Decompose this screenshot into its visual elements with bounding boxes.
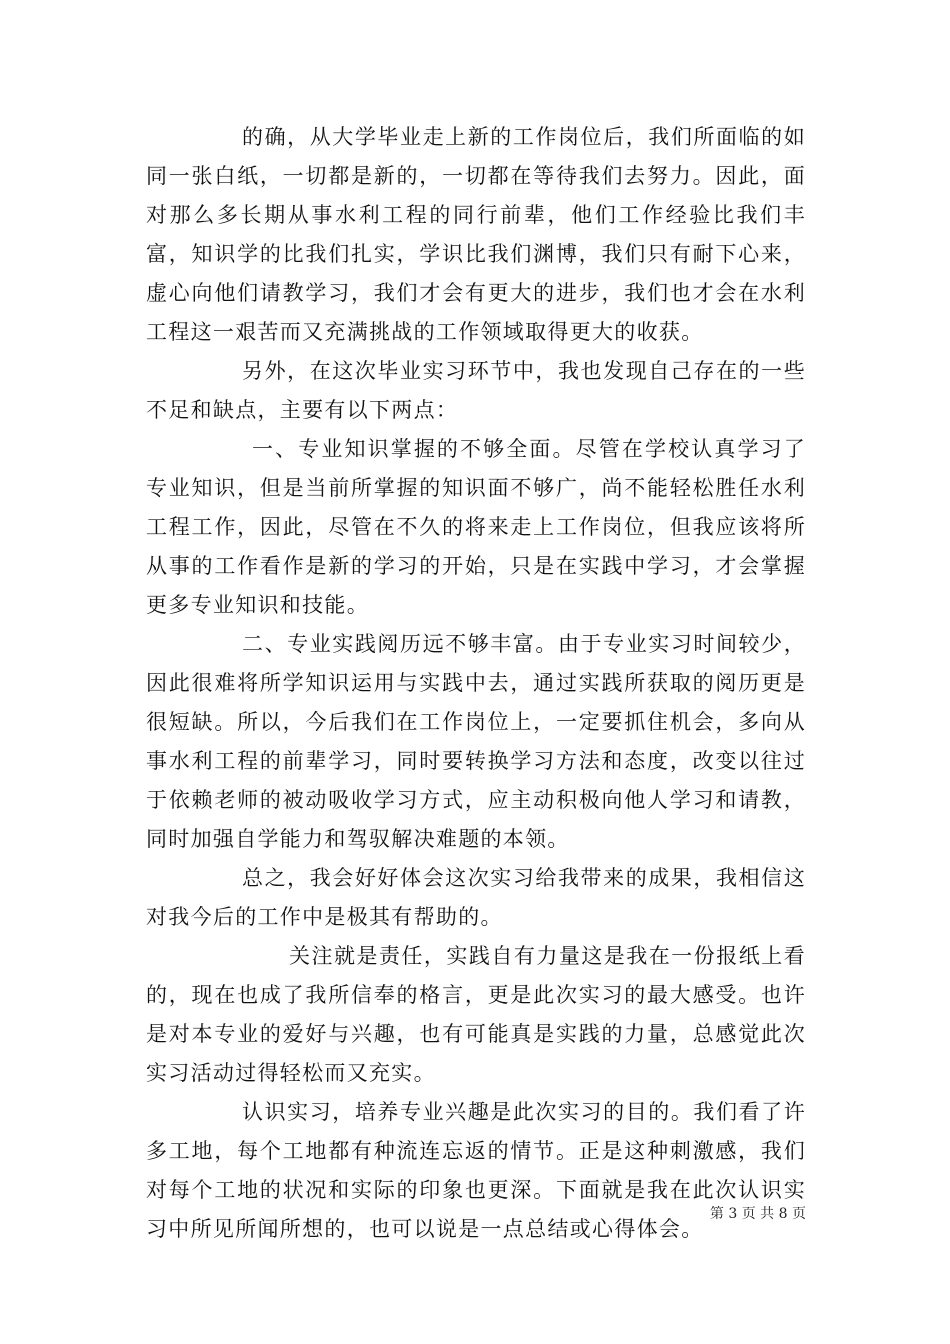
- page-number-footer: 第 3 页 共 8 页: [709, 1206, 806, 1222]
- paragraph-2: 另外，在这次毕业实习环节中，我也发现自己存在的一些不足和缺点，主要有以下两点：: [146, 359, 806, 422]
- paragraph-3: 一、专业知识掌握的不够全面。尽管在学校认真学习了专业知识，但是当前所掌握的知识面不够广，尚不能轻松胜任水利工程工作，因此，尽管在不久的将来走上工作岗位，但我应该将所从事的工作看作是新的学习的开始，只是在实践中学习，才会掌握更多专业知识和技能。: [146, 437, 806, 617]
- paragraph-5: 总之，我会好好体会这次实习给我带来的成果，我相信这对我今后的工作中是极其有帮助的。: [146, 866, 806, 929]
- document-body: [146, 118, 806, 1249]
- paragraph-7: 认识实习，培养专业兴趣是此次实习的目的。我们看了许多工地，每个工地都有种流连忘返的情节。正是这种刺激感，我们对每个工地的状况和实际的印象也更深。下面就是我在此次认识实习中所见所闻所想的，也可以说是一点总结或心得体会。: [146, 1100, 806, 1241]
- paragraph-1: 的确，从大学毕业走上新的工作岗位后，我们所面临的如同一张白纸，一切都是新的，一切都在等待我们去努力。因此，面对那么多长期从事水利工程的同行前辈，他们工作经验比我们丰富，知识学的比我们扎实，学识比我们渊博，我们只有耐下心来，虚心向他们请教学习，我们才会有更大的进步，我们也才会在水利工程这一艰苦而又充满挑战的工作领域取得更大的收获。: [146, 125, 806, 344]
- paragraph-4: 二、专业实践阅历远不够丰富。由于专业实习时间较少，因此很难将所学知识运用与实践中去，通过实践所获取的阅历更是很短缺。所以，今后我们在工作岗位上，一定要抓住机会，多向从事水利工程的前辈学习，同时要转换学习方法和态度，改变以往过于依赖老师的被动吸收学习方式，应主动积极向他人学习和请教，同时加强自学能力和驾驭解决难题的本领。: [146, 632, 806, 851]
- paragraph-6: 关注就是责任，实践自有力量这是我在一份报纸上看的，现在也成了我所信奉的格言，更是此次实习的最大感受。也许是对本专业的爱好与兴趣，也有可能真是实践的力量，总感觉此次实习活动过得轻松而又充实。: [146, 944, 806, 1085]
